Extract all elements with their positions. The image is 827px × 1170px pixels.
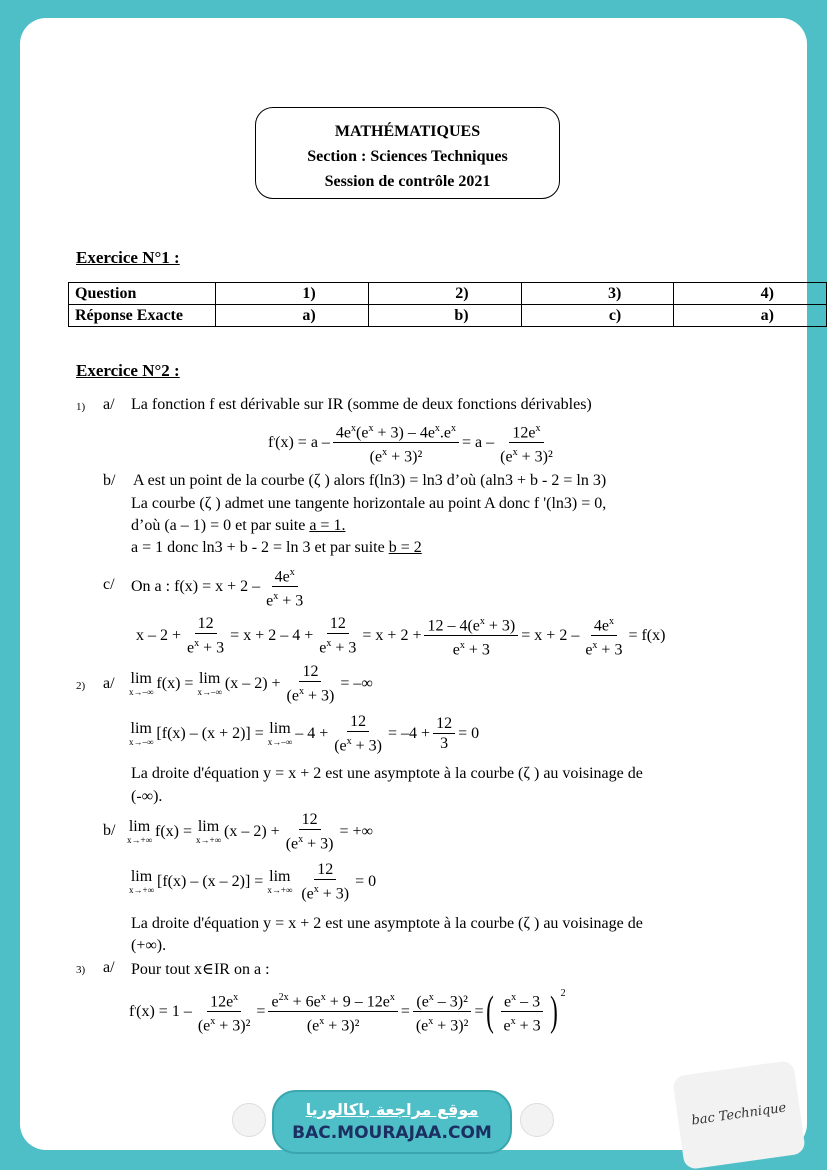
q2b-label: b/	[103, 822, 116, 839]
footer-logo-left	[232, 1103, 266, 1137]
q1b-result-a: a = 1.	[309, 517, 346, 534]
footer-logo-right	[520, 1103, 554, 1137]
q1-number: 1)	[76, 401, 86, 413]
answer-cell: a)	[215, 305, 368, 327]
table-row	[69, 305, 827, 327]
q2b-limit2: lim x→+∞ [f(x) – (x – 2)] = lim x→+∞ $\frac{12}{(e^x + 3)}$ = 0	[129, 861, 377, 903]
q1c-formula: On a : f(x) = x + 2 – $\frac{4e^x}{e^x + 3}$	[131, 563, 309, 611]
question-label: Question	[69, 283, 216, 305]
header-session: Session de contrôle 2021	[324, 173, 491, 190]
q2b-limit1: lim x→+∞ f(x) = lim x→+∞ (x – 2) + $\frac{12}{(e^x + 3)}$ = +∞	[127, 811, 373, 853]
ex1-title: Exercice N°1 :	[76, 248, 180, 267]
question-cell: 4)	[674, 283, 827, 305]
q1b-line4-text: a = 1 donc ln3 + b - 2 = ln 3 et par suite	[131, 539, 389, 556]
question-cell: 1)	[215, 283, 368, 305]
q1a-formula: f ' (x) = a – $\frac{4e^x(e^x + 3) - 4e^x.e^x}{(e^x + 3)^2}$ = a – $\frac{12e^x}{(e^x + 3)^2}$	[268, 419, 559, 467]
q1b-line3-text: d’où (a – 1) = 0 et par suite	[131, 517, 310, 534]
q1b-line3	[131, 517, 345, 535]
q2b-line2: (+∞).	[131, 937, 167, 954]
header-section: Section : Sciences Techniques	[307, 148, 508, 165]
question-cell: 2)	[368, 283, 521, 305]
q1a-label: a/	[103, 396, 115, 413]
q1a-text: La fonction f est dérivable sur IR (somme de deux fonctions dérivables)	[131, 396, 592, 413]
q1b-line1: A est un point de la courbe (ζ ) alors f(ln3) = ln3 d’où (aln3 + b - 2 = ln 3)	[133, 472, 607, 489]
q1b-line4	[131, 539, 422, 557]
q2-number: 2)	[76, 680, 86, 692]
q1c-chain: x – 2 + $\frac{12}{e^x + 3}$ = x + 2 – 4 + $\frac{12}{e^x + 3}$ = x + 2 + $\frac{12 - 4(e^x + 3)}{e^x + 3}$ = x + 2 – $\frac{4e^x}{e^x + 3}$ = f(x)	[136, 612, 665, 660]
answer-label: Réponse Exacte	[69, 305, 216, 327]
footer-arabic: موقع مراجعة باكالوريا	[305, 1100, 479, 1119]
q3a-label: a/	[103, 959, 115, 976]
footer-site[interactable]: BAC.MOURAJAA.COM	[292, 1123, 492, 1143]
q3a-formula: f ' (x) = 1 – $\frac{12e^x}{(e^x + 3)^2}$ = $\frac{e^{2x} + 6e^x + 9 - 12e^x}{(e^x + 3)^2}$ = $\frac{(e^x - 3)^2}{(e^x + 3)^2}$ = ( $\frac{e^x - 3}{e^x + 3}$ ) $^2$	[129, 988, 566, 1035]
header-box	[255, 107, 560, 199]
footer-banner[interactable]	[272, 1090, 512, 1154]
q1b-result-b: b = 2	[388, 539, 422, 556]
q2a-limit2: lim x→–∞ [f(x) – (x + 2)] = lim x→–∞ – 4 + $\frac{12}{(e^x + 3)}$ = –4 + $\frac{12}{3}$ = 0	[129, 713, 480, 755]
q2a-line2: (-∞).	[131, 788, 163, 805]
answer-cell: b)	[368, 305, 521, 327]
ex2-title: Exercice N°2 :	[76, 361, 180, 380]
answer-cell: a)	[674, 305, 827, 327]
question-cell: 3)	[521, 283, 674, 305]
q3a-text: Pour tout x∈IR on a :	[131, 961, 270, 978]
table-row	[69, 283, 827, 305]
q1b-line2: La courbe (ζ ) admet une tangente horizontale au point A donc f '(ln3) = 0,	[131, 495, 607, 512]
q1c-text: On a :	[131, 577, 171, 595]
answer-cell: c)	[521, 305, 674, 327]
answer-table	[68, 282, 827, 327]
q2b-line1: La droite d'équation y = x + 2 est une asymptote à la courbe (ζ ) au voisinage de	[131, 915, 643, 932]
bac-technique-stamp: bac Technique	[672, 1060, 806, 1170]
q2a-label: a/	[103, 675, 115, 692]
q1c-label: c/	[103, 576, 115, 593]
header-subject: MATHÉMATIQUES	[334, 123, 481, 140]
q1b-label: b/	[103, 472, 116, 489]
q2a-line1: La droite d'équation y = x + 2 est une asymptote à la courbe (ζ ) au voisinage de	[131, 765, 643, 782]
q3-number: 3)	[76, 964, 86, 976]
q2a-limit1: lim x→–∞ f(x) = lim x→–∞ (x – 2) + $\frac{12}{(e^x + 3)}$ = –∞	[129, 663, 373, 705]
